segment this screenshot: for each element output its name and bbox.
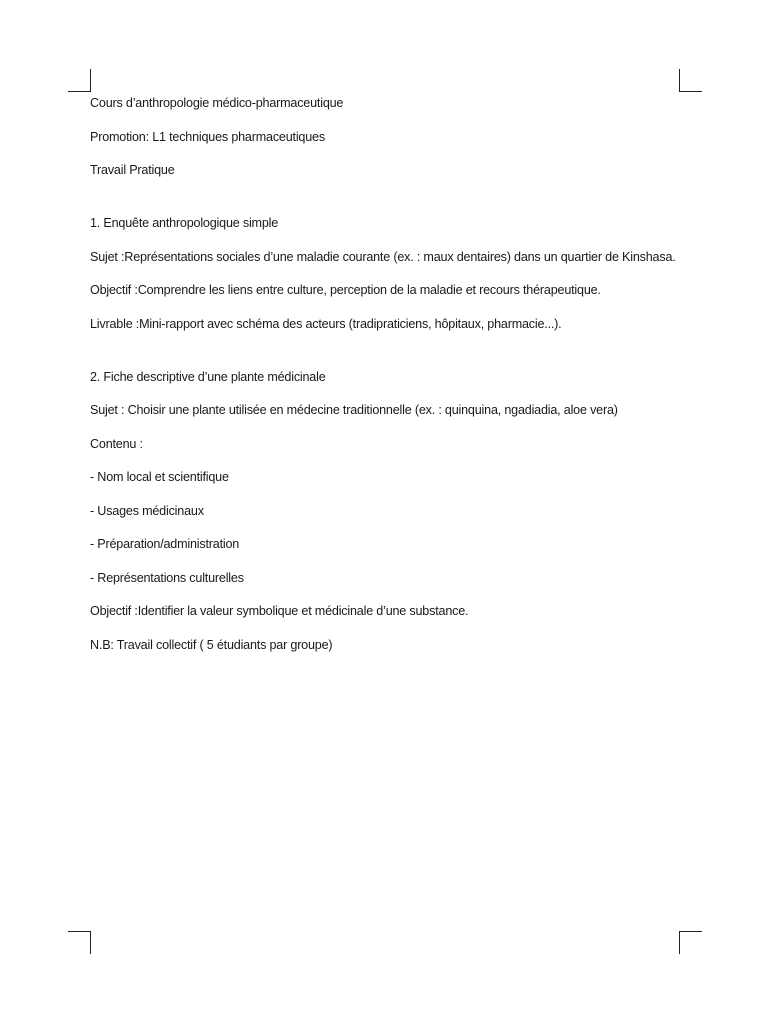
section-1-subject: Sujet :Représentations sociales d’une maladie courante (ex. : maux dentaires) dans un quartier de Kinshasa. bbox=[90, 249, 676, 264]
section-1-objective: Objectif :Comprendre les liens entre culture, perception de la maladie et recours thérapeutique. bbox=[90, 283, 601, 297]
section-2-objective: Objectif :Identifier la valeur symbolique et médicinale d’une substance. bbox=[90, 604, 469, 618]
group-note: N.B: Travail collectif ( 5 étudiants par groupe) bbox=[90, 637, 333, 652]
section-1-deliverable: Livrable :Mini-rapport avec schéma des acteurs (tradipraticiens, hôpitaux, pharmacie...). bbox=[90, 316, 562, 331]
section-2-content-label: Contenu : bbox=[90, 436, 143, 451]
crop-mark-top-right bbox=[679, 69, 702, 92]
section-2-subject: Sujet : Choisir une plante utilisée en médecine traditionnelle (ex. : quinquina, ngadiadia, aloe vera) bbox=[90, 403, 618, 417]
section-1 bbox=[90, 213, 680, 334]
list-item: - Représentations culturelles bbox=[90, 570, 244, 585]
work-type-line: Travail Pratique bbox=[90, 163, 175, 177]
list-item: - Nom local et scientifique bbox=[90, 470, 229, 484]
list-item: - Usages médicinaux bbox=[90, 503, 204, 518]
section-2 bbox=[90, 367, 680, 655]
list-item: - Préparation/administration bbox=[90, 537, 240, 551]
crop-mark-top-left bbox=[68, 69, 91, 92]
course-title: Cours d’anthropologie médico-pharmaceutique bbox=[90, 96, 344, 110]
crop-mark-bottom-left bbox=[68, 931, 91, 954]
document-body bbox=[90, 93, 680, 668]
section-1-title: 1. Enquête anthropologique simple bbox=[90, 216, 279, 230]
section-2-title: 2. Fiche descriptive d’une plante médicinale bbox=[90, 369, 326, 384]
crop-mark-bottom-right bbox=[679, 931, 702, 954]
promotion-line: Promotion: L1 techniques pharmaceutiques bbox=[90, 129, 325, 144]
